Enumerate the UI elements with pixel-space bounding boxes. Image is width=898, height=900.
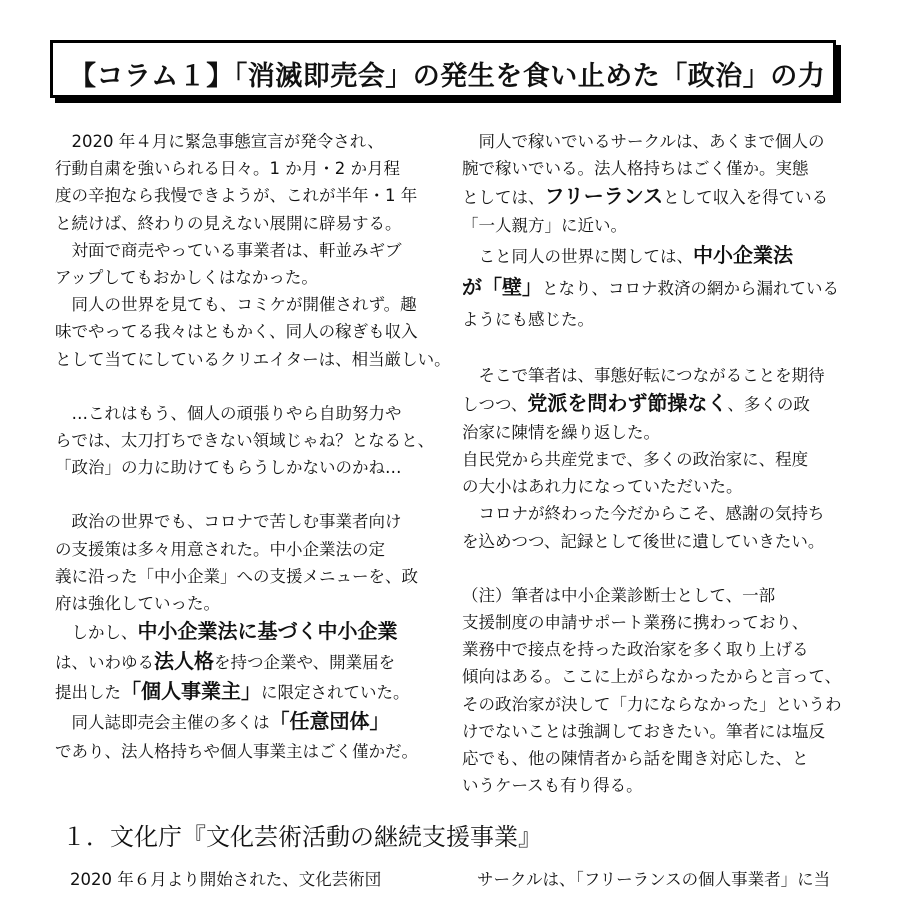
paragraph-2: 対面で商売やっている事業者は、軒並みギブ アップしてもおかしくはなかった。 bbox=[55, 240, 402, 288]
emphasis-nonpartisan: 党派を問わず節操なく bbox=[527, 390, 728, 415]
paragraph-6: しかし、中小企業法に基づく中小企業 は、いわゆる法人格を持つ企業や、開業届を 提出した「個人事業主」に限定されていた。 bbox=[55, 619, 410, 704]
paragraph-5: 政治の世界でも、コロナで苦しむ事業者向け の支援策は多々用意された。中小企業法の定 義に沿った「中小企業」への支援メニューを、政 府は強化していった。 bbox=[55, 512, 418, 614]
paragraph-4: …これはもう、個人の頑張りやら自助努力や らでは、太刀打ちできない領域じゃね？となると、 「政治」の力に助けてもらうしかないのかね… bbox=[55, 403, 435, 478]
emphasis-freelance: フリーランス bbox=[544, 184, 664, 209]
emphasis-corporate-status: 法人格 bbox=[154, 649, 214, 674]
bottom-left-text: 2020 年６月より開始された、文化芸術団 bbox=[70, 870, 382, 889]
right-paragraph-1: 同人で稼いでいるサークルは、あくまで個人の 腕で稼いでいる。法人格持ちはごく僅か。実態 としては、フリーランスとして収入を得ている 「一人親方」に近い。 bbox=[462, 132, 829, 236]
right-paragraph-2: こと同人の世界に関しては、中小企業法 が「壁」となり、コロナ救済の網から漏れている ようにも感じた。 bbox=[462, 242, 839, 329]
right-paragraph-3: そこで筆者は、事態好転につながることを期待 しつつ、党派を問わず節操なく、多くの政 治家に陳情を繰り返した。 bbox=[462, 365, 825, 442]
paragraph-3: 同人の世界を見ても、コミケが開催されず。趣 味でやってる我々はともかく、同人の稼ぎも収入 として当てにしているクリエイターは、相当厳しい。 bbox=[55, 295, 451, 369]
paragraph-1: 2020 年４月に緊急事態宣言が発令され、 行動自粛を強いられる日々。1 か月・2 か月程 度の辛抱なら我慢できようが、これが半年・1 年 と続けば、終わりの見えない展開に辟易する。 bbox=[55, 132, 418, 233]
bottom-right-text: サークルは、「フリーランスの個人事業者」に当 bbox=[477, 870, 831, 889]
emphasis-sme-law: 中小企業法に基づく中小企業 bbox=[137, 619, 398, 644]
emphasis-wall: が「壁」 bbox=[462, 274, 542, 299]
left-column bbox=[55, 128, 455, 766]
section-heading: １．文化庁『文化芸術活動の継続支援事業』 bbox=[62, 823, 542, 851]
note-paragraph: （注）筆者は中小企業診断士として、一部 支援制度の申請サポート業務に携わっており、 業務中で接点を持った政治家を多く取り上げる 傾向はある。ここに上がらなかったからと言って、 その政治家が決して「力にならなかった」というわ けでないことは強調しておきたい。筆者には塩反 応でも、他の陳情者から話を聞き対応した、と いうケースも有り得る。 bbox=[462, 585, 842, 796]
emphasis-sole-proprietor: 「個人事業主」 bbox=[121, 679, 261, 704]
right-paragraph-4: 自民党から共産党まで、多くの政治家に、程度 の大小はあれ力になっていただいた。 bbox=[462, 450, 809, 497]
emphasis-sme-law-right: 中小企業法 bbox=[693, 242, 793, 267]
right-paragraph-5: コロナが終わった今だからこそ、感謝の気持ち を込めつつ、記録として後世に遺していきたい。 bbox=[462, 504, 825, 551]
column-title: 【コラム１】「消滅即売会」の発生を食い止めた「政治」の力 bbox=[69, 61, 826, 92]
column-title-box bbox=[50, 40, 836, 98]
paragraph-7: 同人誌即売会主催の多くは「任意団体」 であり、法人格持ちや個人事業主はごく僅かだ。 bbox=[55, 709, 418, 762]
right-column bbox=[462, 128, 882, 799]
emphasis-voluntary-group: 「任意団体」 bbox=[269, 709, 390, 734]
